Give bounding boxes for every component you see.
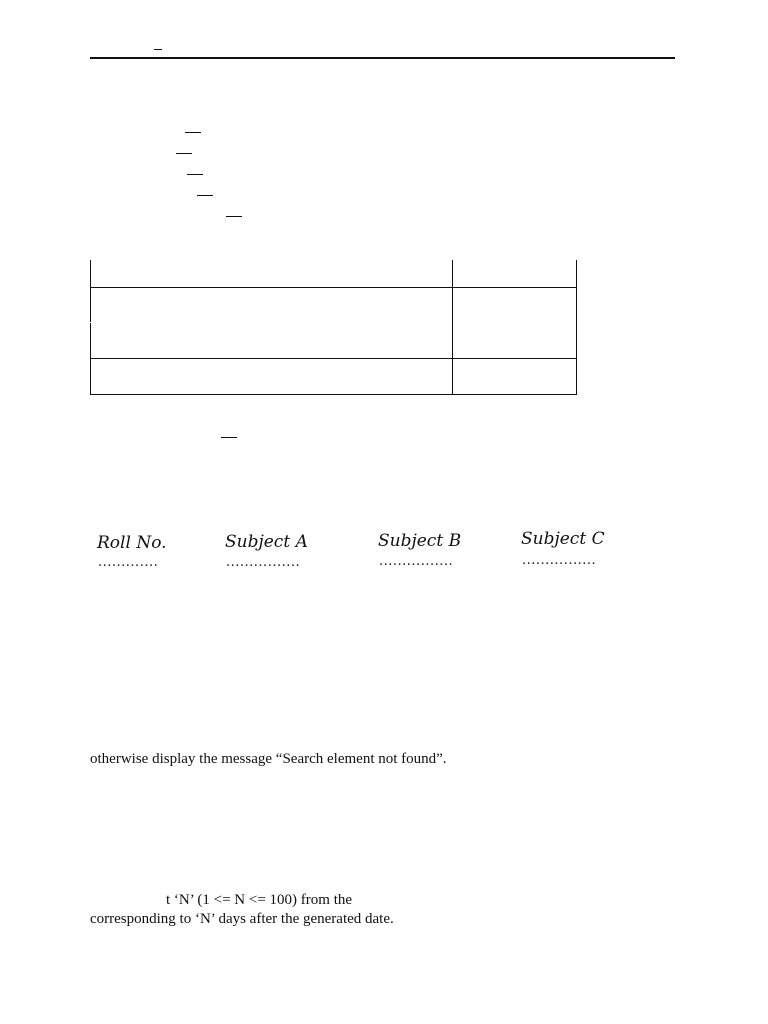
table-row-rule bbox=[90, 394, 577, 395]
subject-b-heading: Subject B bbox=[378, 531, 462, 551]
empty-table bbox=[90, 260, 577, 395]
roll-no-heading: Roll No. bbox=[97, 533, 167, 553]
roll-no-placeholder: ............. bbox=[98, 555, 159, 570]
underline-mark bbox=[187, 174, 203, 175]
n-range-text: t ‘N’ (1 <= N <= 100) from the bbox=[166, 892, 353, 908]
subject-a-heading: Subject A bbox=[225, 532, 308, 552]
table-border bbox=[90, 323, 91, 395]
n-days-text: corresponding to ‘N’ days after the generated date. bbox=[90, 911, 394, 927]
subject-b-placeholder: ................ bbox=[379, 554, 454, 569]
header-mark bbox=[154, 49, 162, 50]
table-row-rule bbox=[90, 358, 577, 359]
subject-a-placeholder: ................ bbox=[226, 555, 301, 570]
subject-c-heading: Subject C bbox=[521, 529, 605, 549]
underline-mark bbox=[176, 153, 192, 154]
table-border bbox=[90, 286, 91, 322]
table-border bbox=[90, 260, 91, 286]
underline-mark bbox=[226, 216, 242, 217]
table-border bbox=[576, 260, 577, 395]
table-column-divider bbox=[452, 260, 453, 395]
subject-c-placeholder: ................ bbox=[522, 553, 597, 568]
table-row-rule bbox=[90, 287, 577, 288]
search-not-found-text: otherwise display the message “Search element not found”. bbox=[90, 751, 447, 767]
underline-mark bbox=[197, 195, 213, 196]
underline-mark bbox=[221, 437, 237, 438]
header-rule bbox=[90, 57, 675, 59]
underline-mark bbox=[185, 132, 201, 133]
